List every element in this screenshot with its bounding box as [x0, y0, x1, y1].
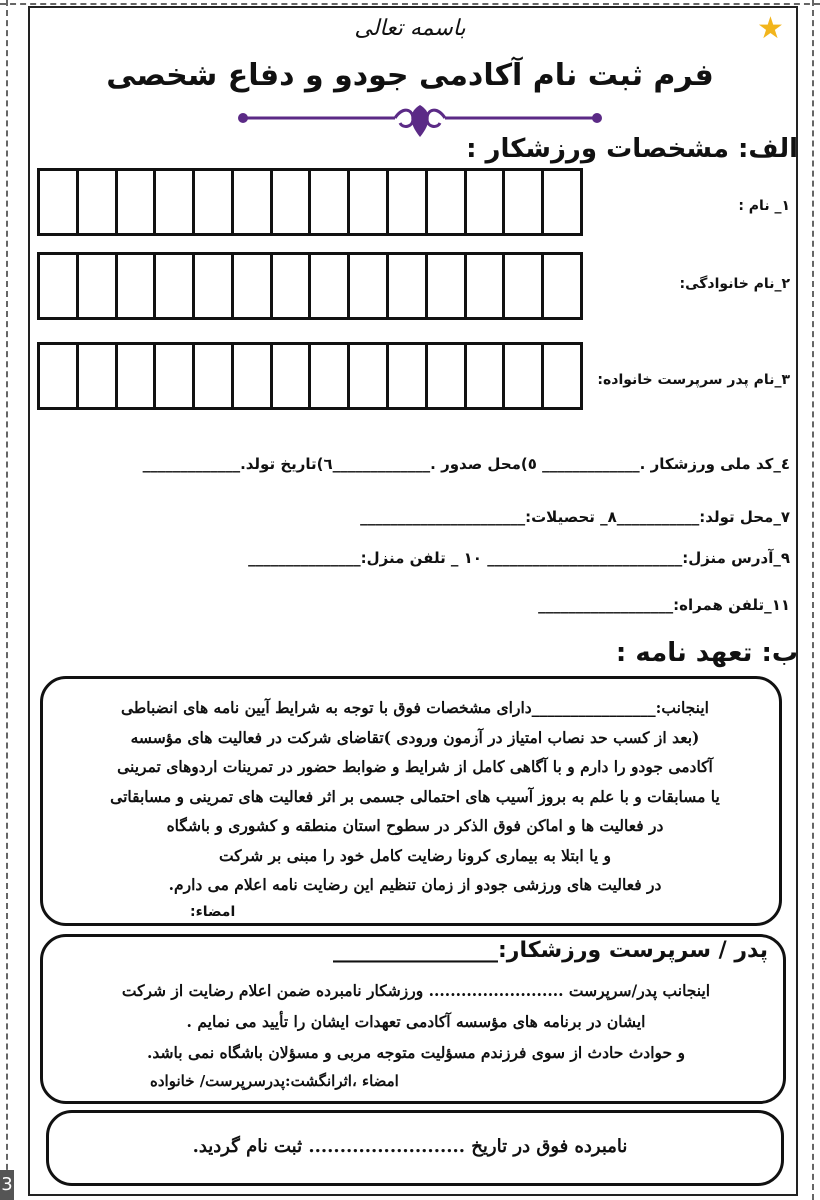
cut-line-left	[6, 0, 8, 1200]
pledge-line: در فعالیت ها و اماکن فوق الذکر در سطوح استان منطقه و کشوری و باشگاه	[166, 816, 664, 835]
char-cell[interactable]	[192, 342, 234, 410]
char-cell[interactable]	[502, 252, 544, 320]
pledge-line: اینجانب:________________دارای مشخصات فوق با توجه به شرایط آیین نامه های انضباطی	[121, 698, 709, 717]
page-number: 3	[0, 1170, 14, 1200]
char-cell[interactable]	[115, 168, 157, 236]
first-name-label: ۱_ نام :	[738, 198, 790, 214]
last-name-label: ۲_نام خانوادگی:	[679, 276, 790, 292]
char-cell[interactable]	[347, 342, 389, 410]
char-cell[interactable]	[308, 168, 350, 236]
last-name-grid[interactable]	[37, 252, 583, 320]
char-cell[interactable]	[464, 252, 506, 320]
pledge-line: در فعالیت های ورزشی جودو از زمان تنظیم این رضایت نامه اعلام می دارم.	[168, 875, 662, 894]
father-name-label: ۳_نام پدر سرپرست خانواده:	[597, 372, 790, 388]
char-cell[interactable]	[425, 168, 467, 236]
father-name-grid[interactable]	[37, 342, 583, 410]
char-cell[interactable]	[541, 168, 583, 236]
address-phone-row[interactable]: ۹_آدرس منزل:__________________________ ۱۰ _ تلفن منزل:_______________	[248, 549, 790, 567]
guardian-signature[interactable]: امضاء ،اثرانگشت:پدرسرپرست/ خانواده	[150, 1072, 399, 1090]
char-cell[interactable]	[541, 342, 583, 410]
char-cell[interactable]	[386, 252, 428, 320]
mobile-row[interactable]: ۱۱_تلفن همراه:__________________	[538, 596, 790, 614]
char-cell[interactable]	[347, 168, 389, 236]
char-cell[interactable]	[386, 168, 428, 236]
char-cell[interactable]	[76, 168, 118, 236]
char-cell[interactable]	[308, 342, 350, 410]
registration-text[interactable]: نامبرده فوق در تاریخ ......................... ثبت نام گردید.	[192, 1136, 628, 1157]
char-cell[interactable]	[76, 252, 118, 320]
section-b-title: ب: تعهد نامه :	[615, 638, 798, 668]
guardian-line: و حوادث حادث از سوی فرزندم مسؤلیت متوجه مربی و مسؤلان باشگاه نمی باشد.	[147, 1043, 685, 1062]
guardian-line: ایشان در برنامه های مؤسسه آکادمی تعهدات ایشان را تأیید می نمایم .	[186, 1012, 646, 1031]
char-cell[interactable]	[76, 342, 118, 410]
pledge-text	[70, 693, 760, 900]
char-cell[interactable]	[37, 168, 79, 236]
char-cell[interactable]	[153, 168, 195, 236]
cut-line-right	[812, 0, 814, 1200]
char-cell[interactable]	[270, 168, 312, 236]
char-cell[interactable]	[425, 342, 467, 410]
char-cell[interactable]	[153, 342, 195, 410]
char-cell[interactable]	[192, 252, 234, 320]
pledge-line: (بعد از کسب حد نصاب امتیاز در آزمون ورودی )تقاضای شرکت در فعالیت های مؤسسه	[130, 727, 700, 747]
char-cell[interactable]	[541, 252, 583, 320]
form-title: فرم ثبت نام آکادمی جودو و دفاع شخصی	[106, 58, 714, 93]
athlete-signature[interactable]: امضاء:	[190, 904, 236, 920]
char-cell[interactable]	[231, 168, 273, 236]
guardian-line: اینجانب پدر/سرپرست ......................... ورزشکار نامبرده ضمن اعلام رضایت از شرکت	[121, 981, 711, 1000]
bismillah-heading: باسمه تعالی	[354, 16, 466, 41]
char-cell[interactable]	[270, 252, 312, 320]
char-cell[interactable]	[37, 342, 79, 410]
guardian-title: پدر / سرپرست ورزشکار:_______________	[333, 938, 768, 963]
pledge-line: و یا ابتلا به بیماری کرونا رضایت کامل خود را مبنی بر شرکت	[218, 845, 612, 865]
char-cell[interactable]	[347, 252, 389, 320]
char-cell[interactable]	[386, 342, 428, 410]
char-cell[interactable]	[502, 342, 544, 410]
char-cell[interactable]	[425, 252, 467, 320]
cut-line-top	[0, 3, 820, 5]
char-cell[interactable]	[231, 342, 273, 410]
pledge-line: یا مسابقات و با علم به بروز آسیب های احتمالی جسمی بر اثر فعالیت های تمرینی و مسابقاتی	[110, 786, 720, 806]
char-cell[interactable]	[502, 168, 544, 236]
pledge-line: آکادمی جودو را دارم و با آگاهی کامل از شرایط و ضوابط حضور در تمرینات اردوهای تمرینی	[117, 757, 713, 776]
char-cell[interactable]	[37, 252, 79, 320]
char-cell[interactable]	[153, 252, 195, 320]
char-cell[interactable]	[115, 342, 157, 410]
char-cell[interactable]	[308, 252, 350, 320]
birthplace-education-row[interactable]: ۷_محل تولد:___________٨_ تحصیلات:______________________	[360, 508, 790, 526]
char-cell[interactable]	[464, 342, 506, 410]
star-icon: ★	[757, 11, 784, 46]
char-cell[interactable]	[115, 252, 157, 320]
first-name-grid[interactable]	[37, 168, 583, 236]
char-cell[interactable]	[231, 252, 273, 320]
char-cell[interactable]	[192, 168, 234, 236]
char-cell[interactable]	[270, 342, 312, 410]
section-a-title: الف: مشخصات ورزشکار :	[466, 134, 798, 164]
guardian-text	[60, 975, 772, 1068]
national-id-birth-row[interactable]: ٤_کد ملی ورزشکار ._____________ ٥)محل صدور ._____________٦)تاریخ تولد._____________	[142, 455, 790, 473]
char-cell[interactable]	[464, 168, 506, 236]
